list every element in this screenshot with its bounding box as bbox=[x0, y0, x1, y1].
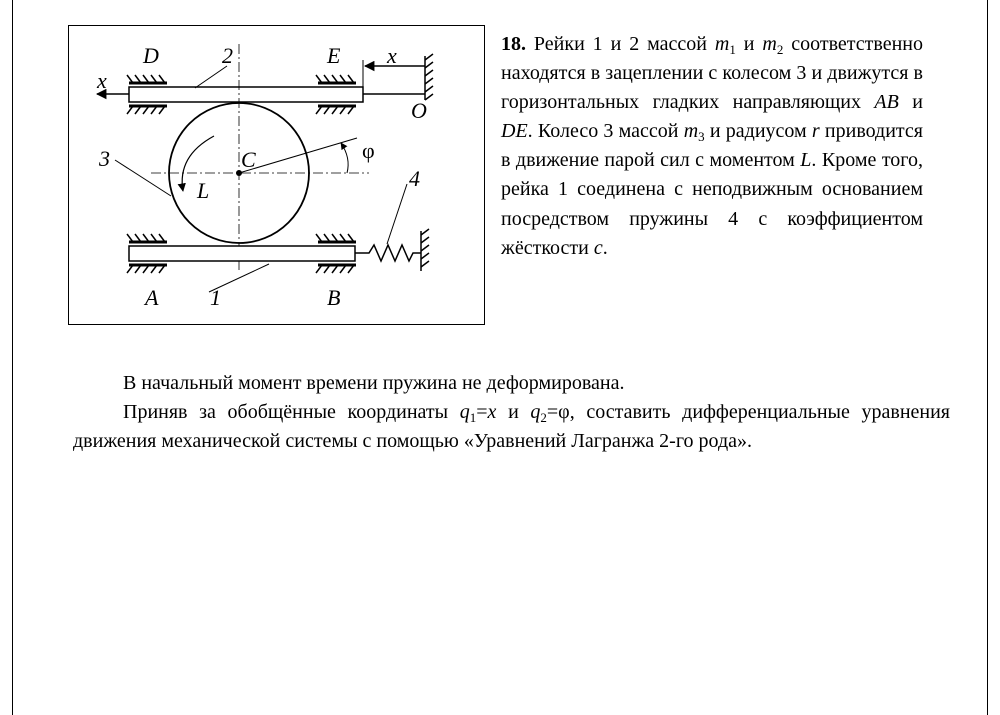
phi-ray bbox=[239, 138, 357, 173]
label-x-left: x bbox=[97, 68, 107, 93]
label-C: C bbox=[241, 147, 256, 172]
label-B: B bbox=[327, 285, 341, 310]
label-3: 3 bbox=[99, 146, 110, 171]
rail-1 bbox=[129, 246, 355, 261]
leader-2 bbox=[195, 66, 227, 88]
phi-arc bbox=[341, 143, 348, 173]
label-x-right: x bbox=[387, 43, 397, 68]
mechanism-figure bbox=[68, 25, 485, 325]
label-O: O bbox=[411, 98, 427, 123]
rail-2 bbox=[129, 87, 363, 102]
label-1: 1 bbox=[210, 285, 221, 310]
label-2: 2 bbox=[222, 43, 233, 68]
task-paragraph: Приняв за обобщённые координаты $q_1=x$ и $q_2=\varphi$, составить дифференциальные уравнения движения механической системы с помощью «Уравнений Лагранжа 2-го рода». bbox=[73, 401, 950, 452]
label-4: 4 bbox=[409, 166, 420, 191]
spring-4 bbox=[355, 245, 421, 261]
leader-4 bbox=[387, 184, 407, 244]
mechanism-diagram bbox=[69, 26, 486, 326]
wall-O bbox=[363, 54, 433, 100]
problem-number: 18. bbox=[501, 33, 526, 55]
label-L: L bbox=[197, 178, 210, 203]
initial-condition-paragraph: В начальный момент времени пружина не деформирована. bbox=[123, 372, 625, 394]
problem-statement: 18. Рейки 1 и 2 массой $m_1$ и $m_2$ соответственно находятся в зацеплении с колесом 3 и движутся в горизонтальных гладких направляющих AB и DE. Колесо 3 массой $m_3$ и радиусом r приводится в движение парой сил с моментом L. Кроме того, рейка 1 соединена с неподвижным основанием посредством пружины 4 с коэффициентом жёсткости c. bbox=[501, 33, 923, 259]
label-phi: φ bbox=[362, 138, 375, 163]
leader-3 bbox=[115, 160, 171, 196]
spring-wall bbox=[421, 229, 429, 271]
label-D: D bbox=[143, 43, 159, 68]
label-A: A bbox=[145, 285, 159, 310]
label-E: E bbox=[327, 43, 341, 68]
